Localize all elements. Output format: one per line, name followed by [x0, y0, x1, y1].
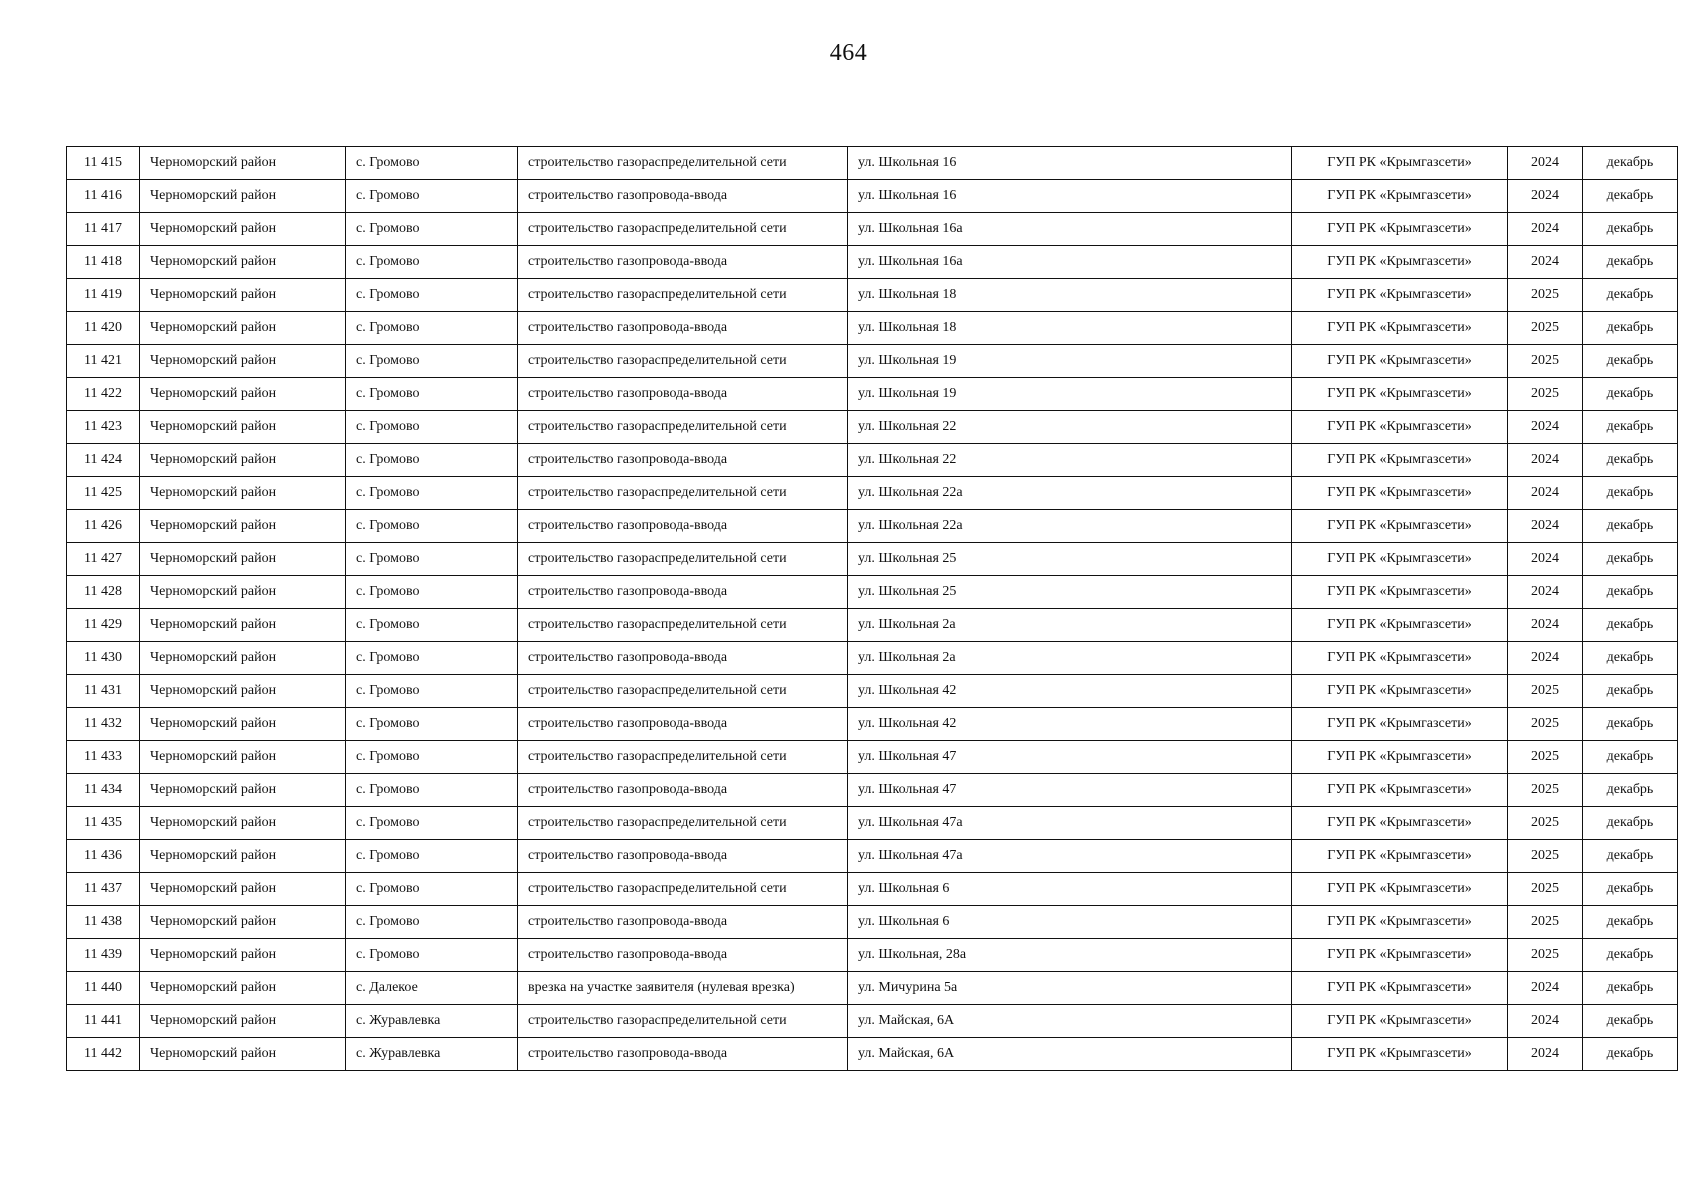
district-cell: Черноморский район	[140, 147, 346, 180]
organization-cell: ГУП РК «Крымгазсети»	[1292, 279, 1508, 312]
district-cell: Черноморский район	[140, 180, 346, 213]
settlement-cell: с. Громово	[346, 279, 518, 312]
district-cell: Черноморский район	[140, 279, 346, 312]
district-cell: Черноморский район	[140, 1005, 346, 1038]
month-cell: декабрь	[1583, 246, 1678, 279]
row-number-cell: 11 419	[67, 279, 140, 312]
table-row	[67, 1005, 1678, 1038]
year-cell: 2024	[1508, 444, 1583, 477]
year-cell: 2024	[1508, 642, 1583, 675]
registry-table	[66, 146, 1678, 1071]
year-cell: 2024	[1508, 246, 1583, 279]
address-cell: ул. Школьная 22а	[848, 477, 1292, 510]
year-cell: 2024	[1508, 1005, 1583, 1038]
organization-cell: ГУП РК «Крымгазсети»	[1292, 708, 1508, 741]
row-number-cell: 11 421	[67, 345, 140, 378]
settlement-cell: с. Громово	[346, 939, 518, 972]
table-row	[67, 147, 1678, 180]
settlement-cell: с. Громово	[346, 147, 518, 180]
table-row	[67, 477, 1678, 510]
table-row	[67, 873, 1678, 906]
organization-cell: ГУП РК «Крымгазсети»	[1292, 972, 1508, 1005]
address-cell: ул. Школьная 19	[848, 378, 1292, 411]
work-type-cell: строительство газопровода-ввода	[518, 510, 848, 543]
table-row	[67, 213, 1678, 246]
district-cell: Черноморский район	[140, 840, 346, 873]
address-cell: ул. Школьная 16	[848, 180, 1292, 213]
work-type-cell: строительство газораспределительной сети	[518, 675, 848, 708]
row-number-cell: 11 438	[67, 906, 140, 939]
district-cell: Черноморский район	[140, 246, 346, 279]
work-type-cell: строительство газопровода-ввода	[518, 1038, 848, 1071]
settlement-cell: с. Далекое	[346, 972, 518, 1005]
row-number-cell: 11 440	[67, 972, 140, 1005]
row-number-cell: 11 429	[67, 609, 140, 642]
address-cell: ул. Школьная 47	[848, 741, 1292, 774]
settlement-cell: с. Громово	[346, 510, 518, 543]
organization-cell: ГУП РК «Крымгазсети»	[1292, 609, 1508, 642]
district-cell: Черноморский район	[140, 642, 346, 675]
address-cell: ул. Школьная 6	[848, 873, 1292, 906]
year-cell: 2025	[1508, 807, 1583, 840]
address-cell: ул. Школьная 47а	[848, 807, 1292, 840]
table-row	[67, 675, 1678, 708]
table-row	[67, 1038, 1678, 1071]
settlement-cell: с. Громово	[346, 906, 518, 939]
organization-cell: ГУП РК «Крымгазсети»	[1292, 312, 1508, 345]
year-cell: 2024	[1508, 576, 1583, 609]
row-number-cell: 11 428	[67, 576, 140, 609]
month-cell: декабрь	[1583, 312, 1678, 345]
address-cell: ул. Школьная 2а	[848, 642, 1292, 675]
district-cell: Черноморский район	[140, 444, 346, 477]
organization-cell: ГУП РК «Крымгазсети»	[1292, 840, 1508, 873]
organization-cell: ГУП РК «Крымгазсети»	[1292, 246, 1508, 279]
organization-cell: ГУП РК «Крымгазсети»	[1292, 411, 1508, 444]
address-cell: ул. Школьная 22	[848, 411, 1292, 444]
district-cell: Черноморский район	[140, 312, 346, 345]
page-number: 464	[829, 40, 868, 66]
address-cell: ул. Школьная 2а	[848, 609, 1292, 642]
organization-cell: ГУП РК «Крымгазсети»	[1292, 510, 1508, 543]
month-cell: декабрь	[1583, 411, 1678, 444]
month-cell: декабрь	[1583, 147, 1678, 180]
work-type-cell: строительство газораспределительной сети	[518, 741, 848, 774]
work-type-cell: строительство газопровода-ввода	[518, 939, 848, 972]
row-number-cell: 11 442	[67, 1038, 140, 1071]
organization-cell: ГУП РК «Крымгазсети»	[1292, 741, 1508, 774]
row-number-cell: 11 425	[67, 477, 140, 510]
organization-cell: ГУП РК «Крымгазсети»	[1292, 1005, 1508, 1038]
settlement-cell: с. Громово	[346, 543, 518, 576]
row-number-cell: 11 423	[67, 411, 140, 444]
work-type-cell: строительство газораспределительной сети	[518, 477, 848, 510]
row-number-cell: 11 420	[67, 312, 140, 345]
year-cell: 2025	[1508, 873, 1583, 906]
row-number-cell: 11 433	[67, 741, 140, 774]
table-row	[67, 840, 1678, 873]
work-type-cell: врезка на участке заявителя (нулевая врезка)	[518, 972, 848, 1005]
settlement-cell: с. Громово	[346, 576, 518, 609]
address-cell: ул. Мичурина 5а	[848, 972, 1292, 1005]
row-number-cell: 11 431	[67, 675, 140, 708]
table-row	[67, 378, 1678, 411]
year-cell: 2024	[1508, 477, 1583, 510]
year-cell: 2024	[1508, 543, 1583, 576]
table-body	[67, 147, 1678, 1071]
month-cell: декабрь	[1583, 510, 1678, 543]
table-row	[67, 939, 1678, 972]
work-type-cell: строительство газораспределительной сети	[518, 807, 848, 840]
organization-cell: ГУП РК «Крымгазсети»	[1292, 147, 1508, 180]
row-number-cell: 11 418	[67, 246, 140, 279]
month-cell: декабрь	[1583, 213, 1678, 246]
year-cell: 2025	[1508, 312, 1583, 345]
settlement-cell: с. Громово	[346, 708, 518, 741]
settlement-cell: с. Громово	[346, 807, 518, 840]
settlement-cell: с. Громово	[346, 180, 518, 213]
organization-cell: ГУП РК «Крымгазсети»	[1292, 675, 1508, 708]
address-cell: ул. Школьная 16	[848, 147, 1292, 180]
organization-cell: ГУП РК «Крымгазсети»	[1292, 642, 1508, 675]
row-number-cell: 11 424	[67, 444, 140, 477]
work-type-cell: строительство газораспределительной сети	[518, 345, 848, 378]
work-type-cell: строительство газопровода-ввода	[518, 378, 848, 411]
organization-cell: ГУП РК «Крымгазсети»	[1292, 873, 1508, 906]
table-row	[67, 411, 1678, 444]
district-cell: Черноморский район	[140, 543, 346, 576]
organization-cell: ГУП РК «Крымгазсети»	[1292, 213, 1508, 246]
district-cell: Черноморский район	[140, 939, 346, 972]
address-cell: ул. Школьная 16а	[848, 213, 1292, 246]
year-cell: 2024	[1508, 1038, 1583, 1071]
work-type-cell: строительство газопровода-ввода	[518, 840, 848, 873]
table-row	[67, 444, 1678, 477]
month-cell: декабрь	[1583, 840, 1678, 873]
address-cell: ул. Школьная 47	[848, 774, 1292, 807]
table-row	[67, 312, 1678, 345]
row-number-cell: 11 435	[67, 807, 140, 840]
settlement-cell: с. Громово	[346, 411, 518, 444]
table-row	[67, 345, 1678, 378]
table-row	[67, 180, 1678, 213]
year-cell: 2024	[1508, 510, 1583, 543]
work-type-cell: строительство газораспределительной сети	[518, 873, 848, 906]
table-row	[67, 543, 1678, 576]
work-type-cell: строительство газопровода-ввода	[518, 444, 848, 477]
work-type-cell: строительство газораспределительной сети	[518, 147, 848, 180]
month-cell: декабрь	[1583, 345, 1678, 378]
month-cell: декабрь	[1583, 609, 1678, 642]
organization-cell: ГУП РК «Крымгазсети»	[1292, 576, 1508, 609]
organization-cell: ГУП РК «Крымгазсети»	[1292, 444, 1508, 477]
month-cell: декабрь	[1583, 279, 1678, 312]
district-cell: Черноморский район	[140, 972, 346, 1005]
month-cell: декабрь	[1583, 708, 1678, 741]
month-cell: декабрь	[1583, 180, 1678, 213]
settlement-cell: с. Журавлевка	[346, 1038, 518, 1071]
table-row	[67, 510, 1678, 543]
month-cell: декабрь	[1583, 444, 1678, 477]
table-row	[67, 246, 1678, 279]
month-cell: декабрь	[1583, 1038, 1678, 1071]
district-cell: Черноморский район	[140, 741, 346, 774]
month-cell: декабрь	[1583, 576, 1678, 609]
address-cell: ул. Школьная 16а	[848, 246, 1292, 279]
district-cell: Черноморский район	[140, 510, 346, 543]
year-cell: 2025	[1508, 906, 1583, 939]
settlement-cell: с. Журавлевка	[346, 1005, 518, 1038]
work-type-cell: строительство газораспределительной сети	[518, 213, 848, 246]
organization-cell: ГУП РК «Крымгазсети»	[1292, 345, 1508, 378]
district-cell: Черноморский район	[140, 675, 346, 708]
year-cell: 2025	[1508, 741, 1583, 774]
work-type-cell: строительство газопровода-ввода	[518, 246, 848, 279]
district-cell: Черноморский район	[140, 609, 346, 642]
table-row	[67, 279, 1678, 312]
work-type-cell: строительство газораспределительной сети	[518, 279, 848, 312]
table-row	[67, 906, 1678, 939]
month-cell: декабрь	[1583, 1005, 1678, 1038]
settlement-cell: с. Громово	[346, 840, 518, 873]
settlement-cell: с. Громово	[346, 477, 518, 510]
year-cell: 2025	[1508, 378, 1583, 411]
year-cell: 2025	[1508, 279, 1583, 312]
settlement-cell: с. Громово	[346, 609, 518, 642]
settlement-cell: с. Громово	[346, 312, 518, 345]
work-type-cell: строительство газопровода-ввода	[518, 576, 848, 609]
table-row	[67, 972, 1678, 1005]
month-cell: декабрь	[1583, 774, 1678, 807]
district-cell: Черноморский район	[140, 345, 346, 378]
address-cell: ул. Школьная, 28а	[848, 939, 1292, 972]
organization-cell: ГУП РК «Крымгазсети»	[1292, 906, 1508, 939]
address-cell: ул. Школьная 18	[848, 279, 1292, 312]
year-cell: 2025	[1508, 840, 1583, 873]
work-type-cell: строительство газораспределительной сети	[518, 1005, 848, 1038]
row-number-cell: 11 417	[67, 213, 140, 246]
month-cell: декабрь	[1583, 873, 1678, 906]
settlement-cell: с. Громово	[346, 873, 518, 906]
work-type-cell: строительство газораспределительной сети	[518, 411, 848, 444]
address-cell: ул. Майская, 6А	[848, 1005, 1292, 1038]
district-cell: Черноморский район	[140, 378, 346, 411]
district-cell: Черноморский район	[140, 411, 346, 444]
work-type-cell: строительство газопровода-ввода	[518, 180, 848, 213]
settlement-cell: с. Громово	[346, 345, 518, 378]
work-type-cell: строительство газопровода-ввода	[518, 774, 848, 807]
address-cell: ул. Школьная 42	[848, 675, 1292, 708]
month-cell: декабрь	[1583, 642, 1678, 675]
row-number-cell: 11 427	[67, 543, 140, 576]
address-cell: ул. Майская, 6А	[848, 1038, 1292, 1071]
month-cell: декабрь	[1583, 675, 1678, 708]
work-type-cell: строительство газораспределительной сети	[518, 609, 848, 642]
work-type-cell: строительство газопровода-ввода	[518, 708, 848, 741]
address-cell: ул. Школьная 22а	[848, 510, 1292, 543]
table-row	[67, 642, 1678, 675]
address-cell: ул. Школьная 19	[848, 345, 1292, 378]
row-number-cell: 11 437	[67, 873, 140, 906]
row-number-cell: 11 439	[67, 939, 140, 972]
organization-cell: ГУП РК «Крымгазсети»	[1292, 477, 1508, 510]
month-cell: декабрь	[1583, 543, 1678, 576]
row-number-cell: 11 415	[67, 147, 140, 180]
table-row	[67, 708, 1678, 741]
district-cell: Черноморский район	[140, 906, 346, 939]
year-cell: 2024	[1508, 180, 1583, 213]
table-row	[67, 576, 1678, 609]
address-cell: ул. Школьная 18	[848, 312, 1292, 345]
settlement-cell: с. Громово	[346, 741, 518, 774]
district-cell: Черноморский район	[140, 477, 346, 510]
district-cell: Черноморский район	[140, 774, 346, 807]
address-cell: ул. Школьная 42	[848, 708, 1292, 741]
year-cell: 2024	[1508, 213, 1583, 246]
organization-cell: ГУП РК «Крымгазсети»	[1292, 543, 1508, 576]
month-cell: декабрь	[1583, 939, 1678, 972]
work-type-cell: строительство газопровода-ввода	[518, 642, 848, 675]
month-cell: декабрь	[1583, 741, 1678, 774]
row-number-cell: 11 432	[67, 708, 140, 741]
address-cell: ул. Школьная 47а	[848, 840, 1292, 873]
month-cell: декабрь	[1583, 807, 1678, 840]
month-cell: декабрь	[1583, 972, 1678, 1005]
work-type-cell: строительство газопровода-ввода	[518, 906, 848, 939]
year-cell: 2024	[1508, 147, 1583, 180]
table-row	[67, 774, 1678, 807]
address-cell: ул. Школьная 22	[848, 444, 1292, 477]
district-cell: Черноморский район	[140, 576, 346, 609]
district-cell: Черноморский район	[140, 1038, 346, 1071]
table-row	[67, 807, 1678, 840]
year-cell: 2025	[1508, 774, 1583, 807]
settlement-cell: с. Громово	[346, 675, 518, 708]
settlement-cell: с. Громово	[346, 378, 518, 411]
organization-cell: ГУП РК «Крымгазсети»	[1292, 807, 1508, 840]
month-cell: декабрь	[1583, 477, 1678, 510]
year-cell: 2025	[1508, 708, 1583, 741]
settlement-cell: с. Громово	[346, 246, 518, 279]
year-cell: 2025	[1508, 675, 1583, 708]
settlement-cell: с. Громово	[346, 642, 518, 675]
year-cell: 2024	[1508, 972, 1583, 1005]
year-cell: 2024	[1508, 609, 1583, 642]
table-row	[67, 741, 1678, 774]
settlement-cell: с. Громово	[346, 213, 518, 246]
settlement-cell: с. Громово	[346, 774, 518, 807]
row-number-cell: 11 434	[67, 774, 140, 807]
row-number-cell: 11 416	[67, 180, 140, 213]
year-cell: 2025	[1508, 939, 1583, 972]
organization-cell: ГУП РК «Крымгазсети»	[1292, 1038, 1508, 1071]
row-number-cell: 11 426	[67, 510, 140, 543]
address-cell: ул. Школьная 25	[848, 543, 1292, 576]
district-cell: Черноморский район	[140, 213, 346, 246]
organization-cell: ГУП РК «Крымгазсети»	[1292, 774, 1508, 807]
year-cell: 2025	[1508, 345, 1583, 378]
settlement-cell: с. Громово	[346, 444, 518, 477]
district-cell: Черноморский район	[140, 708, 346, 741]
month-cell: декабрь	[1583, 906, 1678, 939]
row-number-cell: 11 436	[67, 840, 140, 873]
year-cell: 2024	[1508, 411, 1583, 444]
organization-cell: ГУП РК «Крымгазсети»	[1292, 180, 1508, 213]
organization-cell: ГУП РК «Крымгазсети»	[1292, 378, 1508, 411]
organization-cell: ГУП РК «Крымгазсети»	[1292, 939, 1508, 972]
district-cell: Черноморский район	[140, 807, 346, 840]
row-number-cell: 11 430	[67, 642, 140, 675]
work-type-cell: строительство газопровода-ввода	[518, 312, 848, 345]
row-number-cell: 11 422	[67, 378, 140, 411]
district-cell: Черноморский район	[140, 873, 346, 906]
work-type-cell: строительство газораспределительной сети	[518, 543, 848, 576]
table-row	[67, 609, 1678, 642]
address-cell: ул. Школьная 6	[848, 906, 1292, 939]
month-cell: декабрь	[1583, 378, 1678, 411]
address-cell: ул. Школьная 25	[848, 576, 1292, 609]
row-number-cell: 11 441	[67, 1005, 140, 1038]
